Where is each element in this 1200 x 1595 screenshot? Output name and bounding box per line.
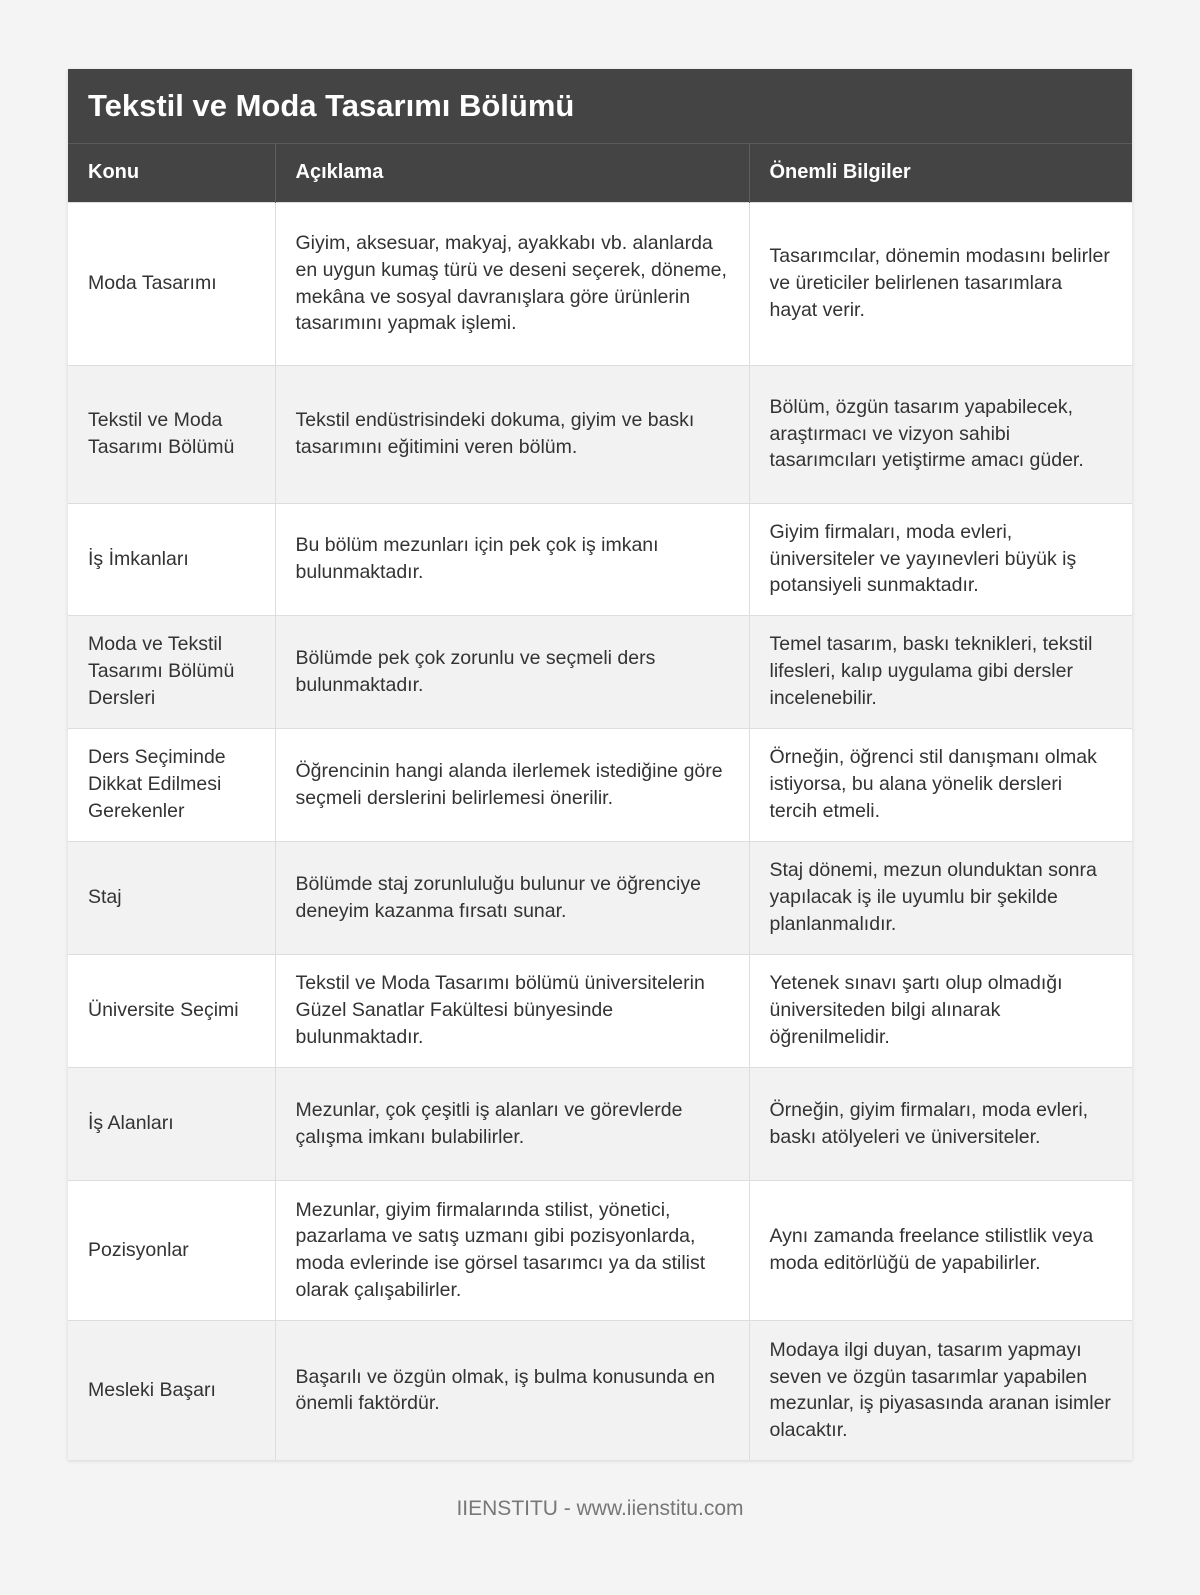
- cell-bilgi: Temel tasarım, baskı teknikleri, tekstil lifesleri, kalıp uygulama gibi dersler incelenebilir.: [749, 615, 1132, 728]
- info-table-card: [68, 69, 1132, 1460]
- cell-bilgi: Giyim firmaları, moda evleri, üniversiteler ve yayınevleri büyük iş potansiyeli sunmaktadır.: [749, 503, 1132, 615]
- cell-aciklama: Başarılı ve özgün olmak, iş bulma konusunda en önemli faktördür.: [275, 1320, 749, 1460]
- cell-konu: İş Alanları: [68, 1067, 275, 1180]
- table-row: [68, 728, 1132, 841]
- table-row: [68, 1180, 1132, 1320]
- cell-aciklama: Bu bölüm mezunları için pek çok iş imkanı bulunmaktadır.: [275, 503, 749, 615]
- cell-konu: Staj: [68, 841, 275, 954]
- cell-konu: Moda Tasarımı: [68, 202, 275, 365]
- cell-aciklama: Mezunlar, giyim firmalarında stilist, yönetici, pazarlama ve satış uzmanı gibi pozisyonlarda, moda evlerinde ise görsel tasarımcı ya da stilist olarak çalışabilirler.: [275, 1180, 749, 1320]
- cell-konu: Mesleki Başarı: [68, 1320, 275, 1460]
- cell-bilgi: Tasarımcılar, dönemin modasını belirler ve üreticiler belirlenen tasarımlara hayat verir.: [749, 202, 1132, 365]
- cell-bilgi: Yetenek sınavı şartı olup olmadığı üniversiteden bilgi alınarak öğrenilmelidir.: [749, 954, 1132, 1067]
- header-row: [68, 144, 1132, 202]
- table-row: [68, 841, 1132, 954]
- cell-konu: Ders Seçiminde Dikkat Edilmesi Gerekenler: [68, 728, 275, 841]
- cell-aciklama: Tekstil endüstrisindeki dokuma, giyim ve baskı tasarımını eğitimini veren bölüm.: [275, 365, 749, 503]
- info-table: [68, 144, 1132, 1460]
- cell-aciklama: Bölümde staj zorunluluğu bulunur ve öğrenciye deneyim kazanma fırsatı sunar.: [275, 841, 749, 954]
- cell-konu: Tekstil ve Moda Tasarımı Bölümü: [68, 365, 275, 503]
- column-header-onemli-bilgiler: Önemli Bilgiler: [749, 144, 1132, 202]
- cell-bilgi: Staj dönemi, mezun olunduktan sonra yapılacak iş ile uyumlu bir şekilde planlanmalıdır.: [749, 841, 1132, 954]
- cell-bilgi: Aynı zamanda freelance stilistlik veya moda editörlüğü de yapabilirler.: [749, 1180, 1132, 1320]
- table-row: [68, 503, 1132, 615]
- footer-credit: IIENSTITU - www.iienstitu.com: [456, 1497, 744, 1520]
- cell-konu: İş İmkanları: [68, 503, 275, 615]
- column-header-konu: Konu: [68, 144, 275, 202]
- cell-bilgi: Örneğin, giyim firmaları, moda evleri, baskı atölyeleri ve üniversiteler.: [749, 1067, 1132, 1180]
- cell-aciklama: Bölümde pek çok zorunlu ve seçmeli ders bulunmaktadır.: [275, 615, 749, 728]
- cell-bilgi: Örneğin, öğrenci stil danışmanı olmak istiyorsa, bu alana yönelik dersleri tercih etmeli.: [749, 728, 1132, 841]
- table-title: Tekstil ve Moda Tasarımı Bölümü: [68, 69, 1132, 144]
- table-row: [68, 954, 1132, 1067]
- table-row: [68, 1067, 1132, 1180]
- table-row: [68, 202, 1132, 365]
- cell-aciklama: Mezunlar, çok çeşitli iş alanları ve görevlerde çalışma imkanı bulabilirler.: [275, 1067, 749, 1180]
- cell-aciklama: Öğrencinin hangi alanda ilerlemek istediğine göre seçmeli derslerini belirlemesi önerilir.: [275, 728, 749, 841]
- cell-aciklama: Giyim, aksesuar, makyaj, ayakkabı vb. alanlarda en uygun kumaş türü ve deseni seçerek, döneme, mekâna ve sosyal davranışlara göre ürünlerin tasarımını yapmak işlemi.: [275, 202, 749, 365]
- cell-aciklama: Tekstil ve Moda Tasarımı bölümü üniversitelerin Güzel Sanatlar Fakültesi bünyesinde bulunmaktadır.: [275, 954, 749, 1067]
- column-header-aciklama: Açıklama: [275, 144, 749, 202]
- cell-konu: Moda ve Tekstil Tasarımı Bölümü Dersleri: [68, 615, 275, 728]
- cell-konu: Pozisyonlar: [68, 1180, 275, 1320]
- table-row: [68, 615, 1132, 728]
- table-row: [68, 1320, 1132, 1460]
- cell-konu: Üniversite Seçimi: [68, 954, 275, 1067]
- cell-bilgi: Bölüm, özgün tasarım yapabilecek, araştırmacı ve vizyon sahibi tasarımcıları yetiştirme amacı güder.: [749, 365, 1132, 503]
- table-row: [68, 365, 1132, 503]
- cell-bilgi: Modaya ilgi duyan, tasarım yapmayı seven ve özgün tasarımlar yapabilen mezunlar, iş piyasasında aranan isimler olacaktır.: [749, 1320, 1132, 1460]
